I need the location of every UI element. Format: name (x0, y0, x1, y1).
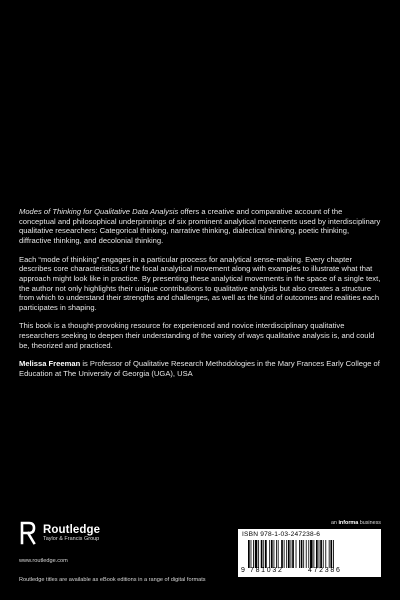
blurb-paragraph-2: Each “mode of thinking” engages in a particular process for analytical sense-making. Every chapter describes core characteristics of the focal analytical movement along with examples to illustrate what that approach might look like in practice. By presenting these analytical movements in the space of a single text, the author not only highlights their unique contributions to qualitative analysis but also creates a structure from which to understand their strengths and challenges, as well as the kind of outcomes and realities each participates in shaping. (19, 254, 381, 312)
routledge-logo-icon (19, 521, 39, 545)
barcode-digits (238, 567, 381, 577)
author-bio-text: is Professor of Qualitative Research Methodologies in the Mary Frances Early College of Education at The University of Georgia (UGA), USA (19, 359, 380, 378)
informa-business-label: an informa business (330, 520, 381, 526)
isbn-barcode-box (238, 529, 381, 577)
ebook-footnote: Routledge titles are available as eBook editions in a range of digital formats (19, 577, 206, 583)
publisher-name: Routledge (43, 523, 101, 536)
isbn-label: ISBN 978-1-03-247238-6 (242, 531, 321, 538)
blurb-text (19, 207, 381, 387)
barcode-digit-first: 9 (241, 567, 245, 574)
book-title: Modes of Thinking for Qualitative Data Analysis (19, 207, 179, 216)
publisher-website: www.routledge.com (19, 558, 68, 564)
barcode-graphic (242, 540, 370, 568)
informa-brand: informa (338, 520, 359, 526)
publisher-group: Taylor & Francis Group (43, 535, 100, 542)
blurb-paragraph-3: This book is a thought-provoking resource for experienced and novice interdisciplinary qualitative researchers seeking to deepen their understanding of the variety of ways qualitative analysis is, and could be, theorized and practiced. (19, 321, 375, 350)
blurb-paragraph-1 (19, 207, 381, 245)
publisher-logo (19, 521, 100, 545)
blurb-paragraph-1-text: offers a creative and comparative account of the conceptual and philosophical underpinnings of six prominent analytical movements used by interdisciplinary qualitative researchers: Categorical thinking, narrative thinking, dialectical thinking, poetic thinking, diffractive thinking, and decolonial thinking. (19, 207, 381, 245)
barcode-digits-right: 472386 (308, 567, 342, 574)
author-name: Melissa Freeman (19, 359, 81, 369)
barcode-digits-left: 781032 (250, 567, 284, 574)
author-bio (19, 359, 381, 378)
